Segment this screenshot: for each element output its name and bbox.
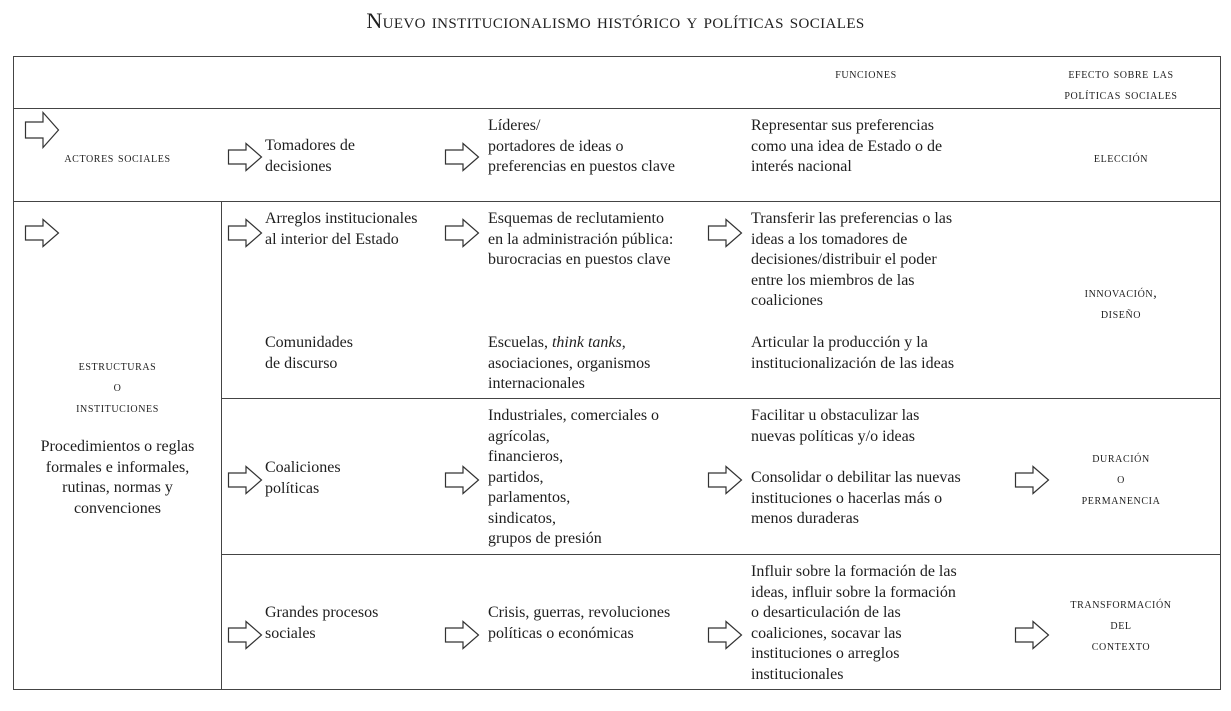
arrow-right-icon bbox=[444, 620, 480, 650]
page-title: Nuevo institucionalismo histórico y políticas sociales bbox=[366, 8, 865, 33]
structures-column-divider bbox=[221, 201, 222, 689]
row4-col3: Crisis, guerras, revoluciones políticas o económicas bbox=[488, 604, 671, 642]
row1-left-label: actores sociales bbox=[64, 151, 171, 166]
row2-divider bbox=[221, 398, 1221, 399]
arrow-right-icon bbox=[1014, 620, 1050, 650]
row2-col2a: Arreglos institucionales al interior del Estado bbox=[265, 210, 418, 248]
arrow-right-icon bbox=[227, 620, 263, 650]
table-left-border bbox=[13, 56, 14, 689]
table-bottom-border bbox=[13, 689, 1221, 690]
row3-col4a: Facilitar u obstaculizar las nuevas políticas y/o ideas bbox=[751, 407, 920, 445]
arrow-right-icon bbox=[707, 465, 743, 495]
arrow-right-icon bbox=[24, 218, 60, 248]
row3-col4b: Consolidar o debilitar las nuevas instituciones o hacerlas más o menos duraderas bbox=[751, 469, 961, 527]
row4-col2: Grandes procesos sociales bbox=[265, 604, 379, 642]
row2-col3b-suffix: , asociaciones, organismos internacionales bbox=[488, 334, 651, 392]
row1-col4: Representar sus preferencias como una idea de Estado o de interés nacional bbox=[751, 117, 943, 175]
header-efecto: efecto sobre las políticas sociales bbox=[1064, 67, 1178, 103]
arrow-right-icon bbox=[707, 620, 743, 650]
row1-col2: Tomadores de decisiones bbox=[265, 137, 355, 175]
row4-col4: Influir sobre la formación de las ideas, influir sobre la formación o desarticulación de las coaliciones, socavar las instituciones o arreglos institucionales bbox=[751, 563, 957, 683]
arrow-right-icon bbox=[444, 218, 480, 248]
arrow-right-icon bbox=[1014, 465, 1050, 495]
arrow-right-icon bbox=[227, 218, 263, 248]
header-divider bbox=[13, 108, 1221, 109]
arrow-right-icon bbox=[227, 465, 263, 495]
structures-heading: estructuras o instituciones bbox=[76, 359, 159, 416]
table-right-border bbox=[1220, 56, 1221, 689]
row1-effect: elección bbox=[1093, 151, 1149, 166]
row2-col3b-prefix: Escuelas, bbox=[488, 334, 552, 351]
arrow-right-icon bbox=[24, 111, 60, 149]
arrow-right-icon bbox=[227, 142, 263, 172]
row3-col3: Industriales, comerciales o agrícolas, financieros, partidos, parlamentos, sindicatos, grupos de presión bbox=[488, 407, 660, 547]
row2-effect: innovación, diseño bbox=[1084, 286, 1158, 322]
row2-col3a: Esquemas de reclutamiento en la administración pública: burocracias en puestos clave bbox=[488, 210, 674, 268]
row3-effect: duración o permanencia bbox=[1081, 451, 1161, 508]
row2-col2b: Comunidades de discurso bbox=[265, 334, 353, 372]
row1-col3: Líderes/ portadores de ideas o preferencias en puestos clave bbox=[488, 117, 676, 175]
row3-divider bbox=[221, 554, 1221, 555]
header-funciones: funciones bbox=[835, 67, 897, 82]
table-top-border bbox=[13, 56, 1221, 57]
row2-col3b-italic: think tanks bbox=[551, 334, 622, 351]
row4-effect: transformación del contexto bbox=[1070, 597, 1172, 654]
structures-description: Procedimientos o reglas formales e informales, rutinas, normas y convenciones bbox=[40, 438, 195, 517]
row3-col2: Coaliciones políticas bbox=[265, 459, 341, 497]
row2-col3b bbox=[488, 333, 650, 395]
arrow-right-icon bbox=[707, 218, 743, 248]
row2-col4b: Articular la producción y la institucionalización de las ideas bbox=[751, 334, 955, 372]
arrow-right-icon bbox=[444, 465, 480, 495]
arrow-right-icon bbox=[444, 142, 480, 172]
row2-col4a: Transferir las preferencias o las ideas a los tomadores de decisiones/distribuir el poder entre los miembros de las coaliciones bbox=[751, 210, 953, 309]
row1-divider bbox=[13, 201, 1221, 202]
